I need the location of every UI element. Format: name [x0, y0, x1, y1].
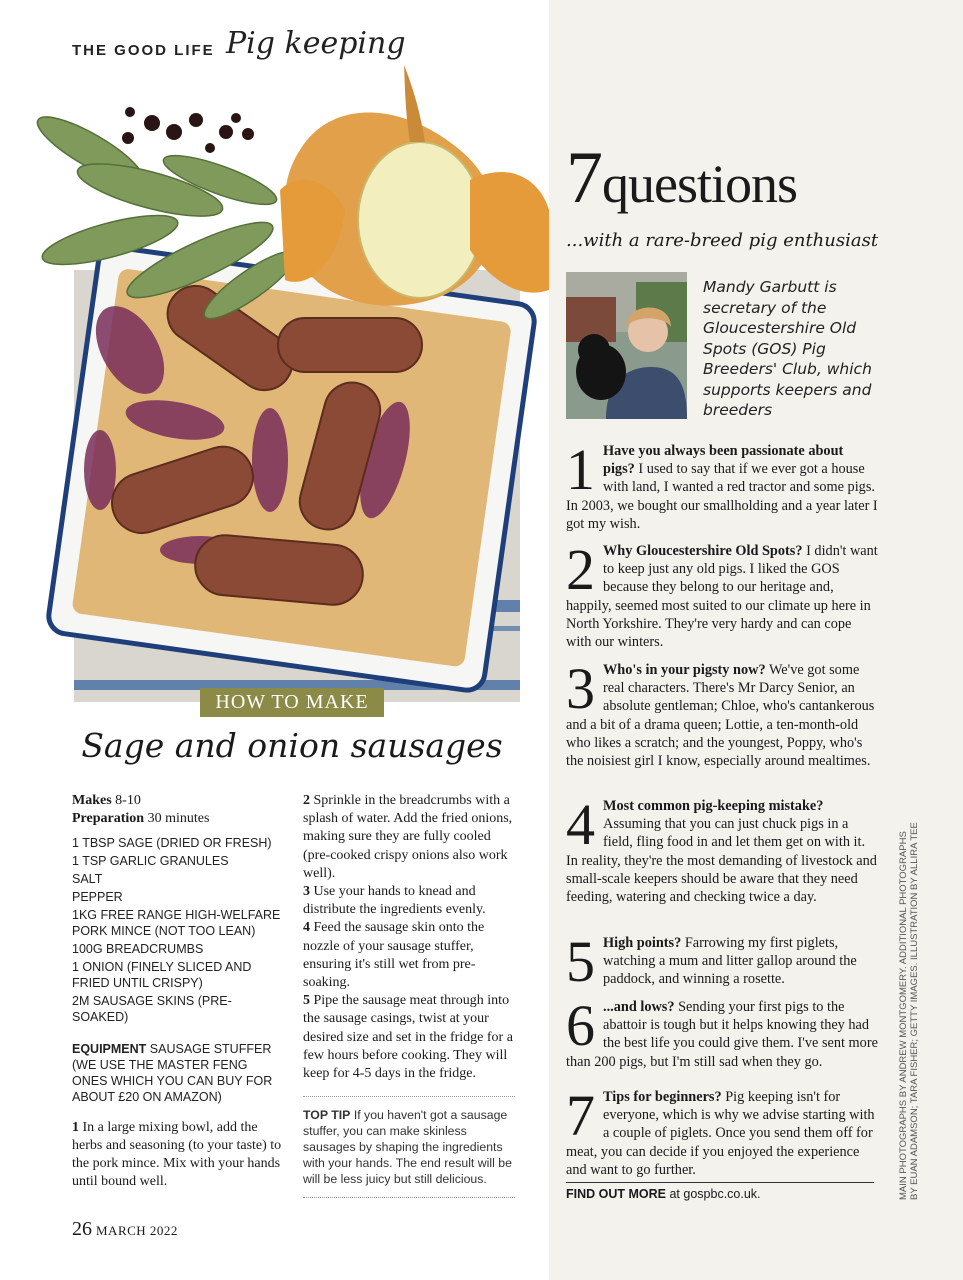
ingredient-item: 2M SAUSAGE SKINS (PRE-SOAKED): [72, 994, 232, 1024]
qa-item: [566, 792, 878, 906]
prep-value: 30 minutes: [147, 811, 210, 826]
qa-question: Why Gloucestershire Old Spots?: [603, 543, 803, 559]
ingredient-list: [72, 835, 286, 1105]
step-number: 3: [303, 884, 310, 900]
makes-label: Makes: [72, 793, 112, 808]
find-out-more-link[interactable]: at gospbc.co.uk.: [669, 1187, 761, 1201]
recipe-step: [303, 992, 515, 1083]
sausage-tray-illustration: [0, 60, 549, 710]
onion-illustration: [280, 65, 549, 306]
prep-label: Preparation: [72, 811, 145, 826]
qa-answer: Pig keeping isn't for everyone, which is why we advise starting with a couple of piglets. Once you send them off for meat, you can decide if you enjoyed the experience and want to go further.: [566, 1089, 875, 1178]
ingredient-item: 1 ONION (FINELY SLICED AND FRIED UNTIL CRISPY): [72, 960, 252, 990]
recipe-step: [72, 1119, 286, 1191]
top-tip-box: [303, 1096, 515, 1198]
ingredient-item: PEPPER: [72, 890, 123, 904]
qa-answer: I used to say that if we ever got a house with land, I wanted a red tractor and some pigs. In 2003, we bought our smallholding and a year later I got my wish.: [566, 461, 878, 532]
issue-date: MARCH 2022: [96, 1223, 178, 1238]
find-out-more-label: FIND OUT MORE: [566, 1187, 666, 1201]
feature-title-number: 7: [566, 137, 602, 219]
recipe-step: [303, 792, 515, 883]
qa-question: ...and lows?: [603, 999, 675, 1015]
qa-number: 6: [566, 993, 595, 1058]
equipment-text: SAUSAGE STUFFER (WE USE THE MASTER FENG ONES WHICH YOU CAN BUY FOR ABOUT £20 ON AMAZON): [72, 1042, 273, 1104]
credits-line: BY EUAN ADAMSON; TARA FISHER; GETTY IMAGES. ILLUSTRATION BY ALLIRA TEE: [909, 822, 920, 1200]
ingredient-item: 1 TBSP SAGE (DRIED OR FRESH): [72, 836, 272, 850]
qa-question: Tips for beginners?: [603, 1089, 722, 1105]
feature-title: [566, 137, 798, 219]
qa-question: Have you always been passionate about pigs?: [603, 443, 844, 478]
step-text: Use your hands to knead and distribute the ingredients evenly.: [303, 884, 486, 918]
how-to-make-badge: HOW TO MAKE: [200, 688, 384, 717]
qa-question: High points?: [603, 935, 682, 951]
find-out-more: [566, 1182, 874, 1201]
interviewee-photo: [566, 272, 687, 419]
qa-item: [566, 537, 878, 651]
makes-value: 8-10: [115, 793, 141, 808]
qa-number: 3: [566, 656, 595, 721]
qa-answer: Sending your first pigs to the abattoir is tough but it helps knowing they had the best life you could give them. I've sent more than 200 pigs, but I'm still sad when they go.: [566, 999, 878, 1070]
recipe-step: [303, 919, 515, 992]
page-number: 26: [72, 1218, 92, 1240]
qa-item: [566, 1083, 878, 1179]
ingredient-item: 1 TSP GARLIC GRANULES: [72, 854, 229, 868]
recipe-column-2: [303, 792, 515, 1083]
feature-subtitle: ...with a rare-breed pig enthusiast: [566, 230, 879, 251]
top-tip-label: TOP TIP: [303, 1108, 351, 1122]
qa-number: 5: [566, 929, 595, 994]
photo-credits: [898, 822, 920, 1200]
ingredient-item: 100G BREADCRUMBS: [72, 942, 204, 956]
interviewee-intro: Mandy Garbutt is secretary of the Gloucestershire Old Spots (GOS) Pig Breeders' Club, which supports keepers and breeders: [703, 278, 872, 419]
qa-answer: I didn't want to keep just any old pigs. I liked the GOS because they belong to our heritage and, happily, seemed most suited to our climate up here in North Yorkshire. They're very hardy and can cope with our winters.: [566, 543, 878, 651]
step-text: In a large mixing bowl, add the herbs and seasoning (to your taste) to the pork mince. Mix with your hands until bound well.: [72, 1120, 282, 1189]
qa-number: 1: [566, 437, 595, 502]
recipe-title: Sage and onion sausages: [81, 726, 503, 765]
step-text: Pipe the sausage meat through into the sausage casings, twist at your desired size and set in the fridge for a few hours before cooking. They will keep for 4-5 days in the fridge.: [303, 993, 513, 1082]
section-label: THE GOOD LIFE: [72, 42, 215, 59]
qa-item: [566, 929, 878, 994]
prep-line: [72, 810, 286, 828]
section-script-title: Pig keeping: [226, 26, 406, 61]
step-number: 4: [303, 920, 310, 936]
step-number: 1: [72, 1120, 79, 1135]
step-text: Sprinkle in the breadcrumbs with a splash of water. Add the fried onions, making sure they are fully cooled (pre-cooked crispy onions also work well).: [303, 793, 513, 881]
qa-number: 7: [566, 1083, 595, 1148]
step-number: 5: [303, 993, 310, 1009]
qa-number: 2: [566, 537, 595, 602]
recipe-column-1: [72, 792, 286, 1191]
equipment-label: EQUIPMENT: [72, 1042, 147, 1056]
page-folio: [72, 1218, 178, 1241]
qa-item: [566, 993, 878, 1071]
qa-question: Most common pig-keeping mistake?: [603, 798, 824, 814]
step-number: 2: [303, 793, 310, 808]
qa-item: [566, 437, 878, 533]
qa-answer: We've got some real characters. There's Mr Darcy Senior, an absolute gentleman; Chloe, who's cantankerous and a bit of a drama queen; Lottie, a ten-month-old who likes a scratch; and the youngest, Poppy, who's the noisiest girl I know, especially around mealtimes.: [566, 662, 875, 770]
qa-question: Who's in your pigsty now?: [603, 662, 766, 678]
qa-number: 4: [566, 792, 595, 857]
ingredient-item: 1KG FREE RANGE HIGH-WELFARE PORK MINCE (NOT TOO LEAN): [72, 908, 281, 938]
ingredient-item: SALT: [72, 872, 103, 886]
recipe-step: [303, 883, 515, 919]
qa-item: [566, 656, 878, 770]
qa-answer: Assuming that you can just chuck pigs in a field, fling food in and let them get on with it. In reality, they're the most demanding of livestock and small-scale keepers should be aware that they need feeding, watering and checking twice a day.: [566, 816, 877, 906]
step-text: Feed the sausage skin onto the nozzle of your sausage stuffer, ensuring it's still wet from pre-soaking.: [303, 920, 485, 991]
makes-line: [72, 792, 286, 810]
feature-title-word: questions: [602, 154, 798, 214]
equipment-line: [72, 1041, 286, 1105]
top-tip-text: If you haven't got a sausage stuffer, you can make skinless sausages by shaping the ingredients with your hands. The end result will be will be less juicy but still delicious.: [303, 1108, 512, 1186]
qa-answer: Farrowing my first piglets, watching a mum and litter gallop around the paddock, and winning a rosette.: [603, 935, 857, 988]
credits-line: MAIN PHOTOGRAPHS BY ANDREW MONTGOMERY. ADDITIONAL PHOTOGRAPHS: [898, 831, 909, 1200]
